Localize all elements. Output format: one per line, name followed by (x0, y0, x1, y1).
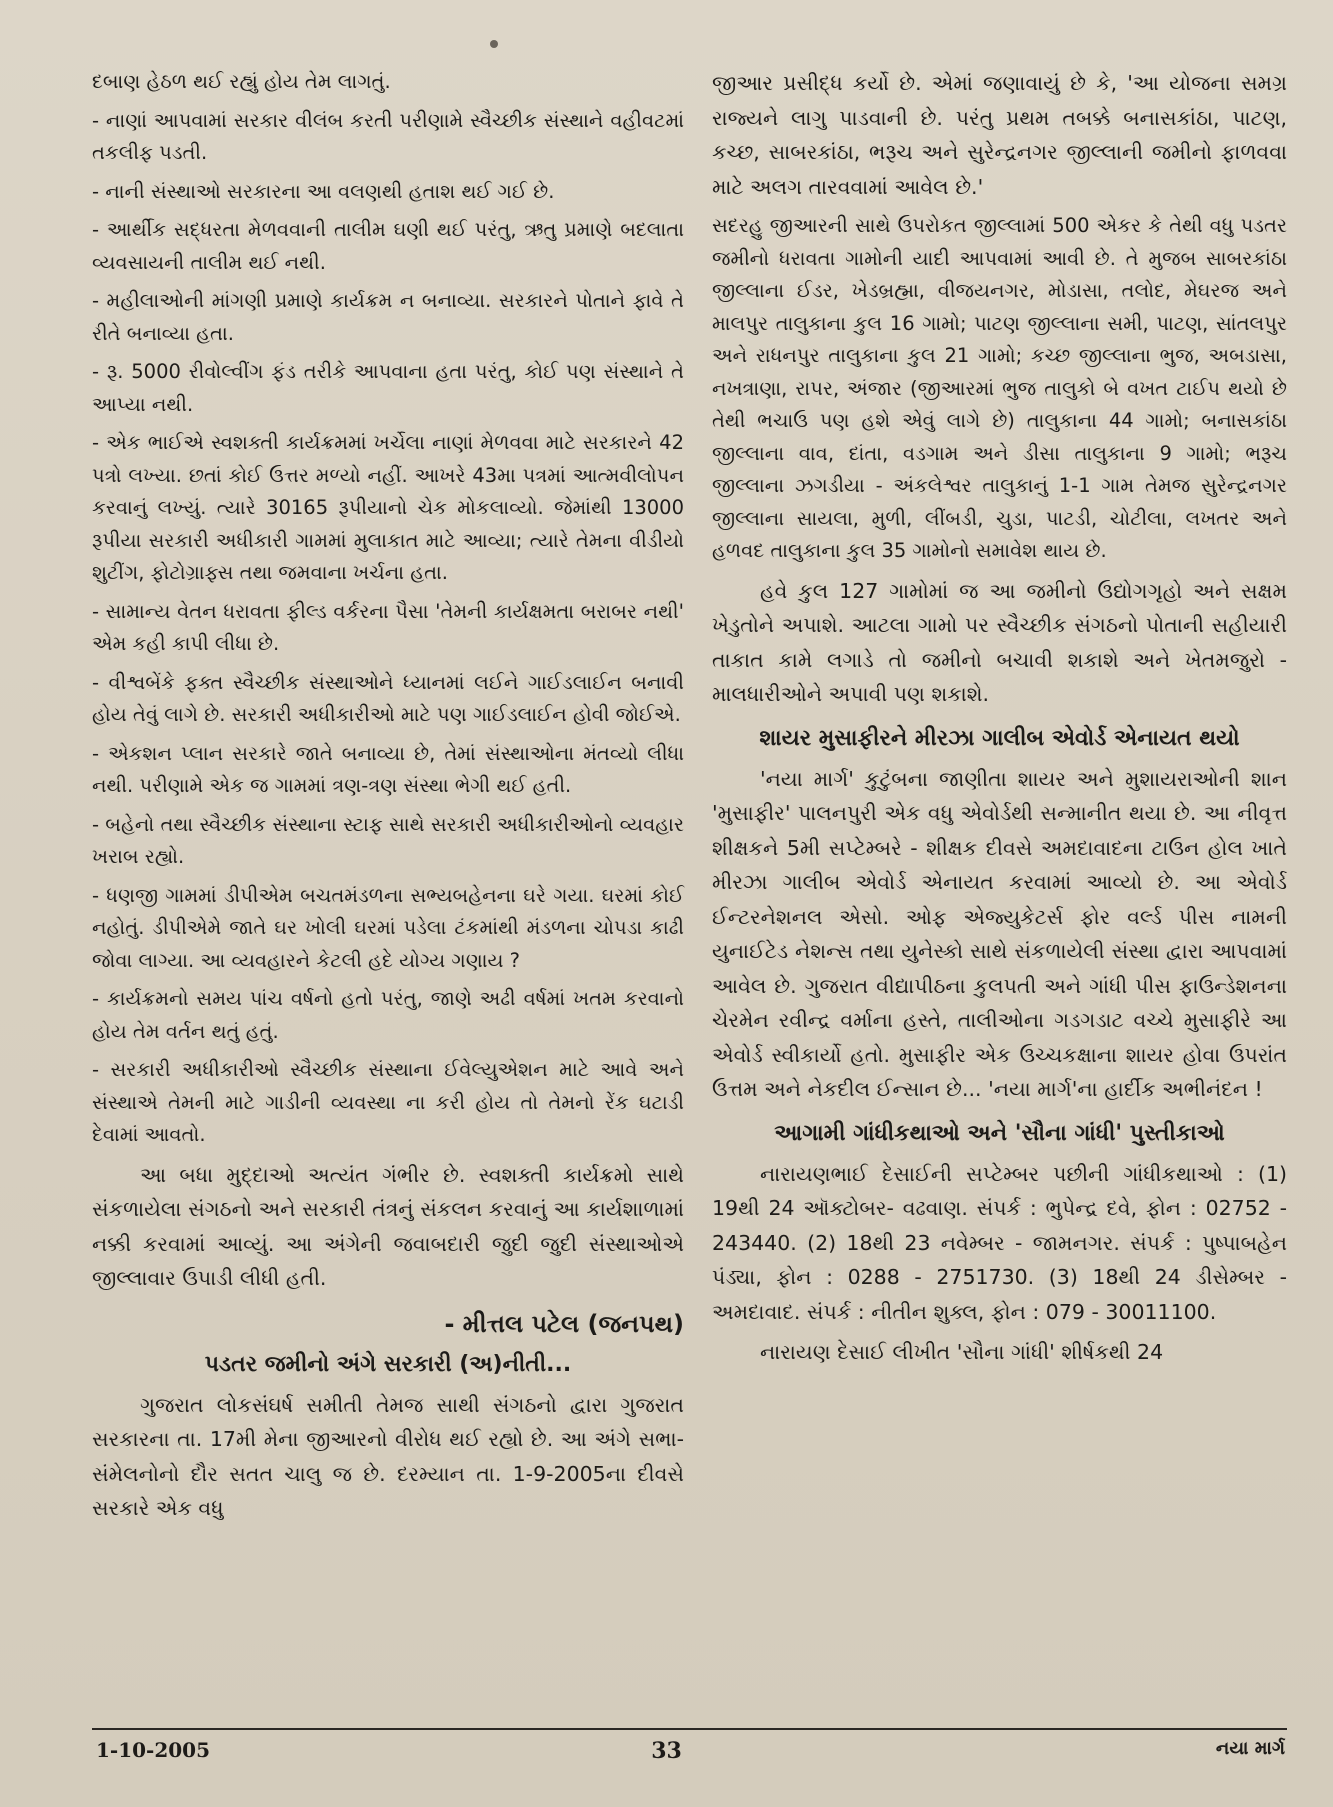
list-item: - વીશ્વબેંકે ફક્ત સ્વૈચ્છીક સંસ્થાઓને ધ્યાનમાં લઈને ગાઈડલાઈન બનાવી હોય તેવું લાગે છે. સરકારી અધીકારીઓ માટે પણ ગાઈડલાઈન હોવી જોઈએ. (92, 670, 684, 726)
list-item: - બહેનો તથા સ્વૈચ્છીક સંસ્થાના સ્ટાફ સાથે સરકારી અધીકારીઓનો વ્યવહાર ખરાબ રહ્યો. (92, 812, 684, 868)
page-number: 33 (651, 1738, 682, 1764)
right-column (712, 66, 1287, 1376)
print-dot (490, 40, 498, 48)
publication-name: નયા માર્ગ (1215, 1738, 1285, 1759)
section-heading-gandhi: આગામી ગાંધીકથાઓ અને 'સૌના ગાંધી' પુસ્તીકાઓ (774, 1120, 1225, 1146)
conclusion-paragraph: આ બધા મુદ્દાઓ અત્યંત ગંભીર છે. સ્વશક્તી કાર્યક્રમો સાથે સંકળાયેલા સંગઠનો અને સરકારી તંત્રનું સંકલન કરવાનું આ કાર્યશાળામાં નક્કી કરવામાં આવ્યું. આ અંગેની જવાબદારી જુદી જુદી સંસ્થાઓએ જીલ્લાવાર ઉપાડી લીધી હતી. (92, 1162, 684, 1290)
list-item: - કાર્યક્રમનો સમય પાંચ વર્ષનો હતો પરંતુ, જાણે અઢી વર્ષમાં ખતમ કરવાનો હોય તેમ વર્તન થતું હતું. (92, 987, 684, 1043)
footer-divider (92, 1728, 1287, 1730)
land-paragraph: ગુજરાત લોકસંઘર્ષ સમીતી તેમજ સાથી સંગઠનો દ્વારા ગુજરાત સરકારના તા. 17મી મેના જીઆરનો વીરોધ થઈ રહ્યો છે. આ અંગે સભા-સંમેલનોનો દૌર સતત ચાલુ જ છે. દરમ્યાન તા. 1-9-2005ના દીવસે સરકારે એક વધુ (92, 1392, 684, 1520)
list-item: - સામાન્ય વેતન ધરાવતા ફીલ્ડ વર્કરના પૈસા 'તેમની કાર્યક્ષમતા બરાબર નથી' એમ કહી કાપી લીધા છે. (92, 599, 684, 655)
list-item: - સરકારી અધીકારીઓ સ્વૈચ્છીક સંસ્થાના ઈવેલ્યુએશન માટે આવે અને સંસ્થાએ તેમની માટે ગાડીની વ્યવસ્થા ના કરી હોય તો તેમનો રેંક ઘટાડી દેવામાં આવતો. (92, 1058, 684, 1146)
list-item: - એક ભાઈએ સ્વશક્તી કાર્યક્રમમાં ખર્ચેલા નાણાં મેળવવા માટે સરકારને 42 પત્રો લખ્યા. છતાં કોઈ ઉત્તર મળ્યો નહીં. આખરે 43મા પત્રમાં આત્મવીલોપન કરવાનું લખ્યું. ત્યારે 30165 રૂપીયાનો ચેક મોકલાવ્યો. જેમાંથી 13000 રૂપીયા સરકારી અધીકારી ગામમાં મુલાકાત માટે આવ્યા; ત્યારે તેમના વીડીયો શુટીંગ, ફોટોગ્રાફ્સ તથા જમવાના ખર્ચના હતા. (92, 431, 684, 584)
list-item: - નાની સંસ્થાઓ સરકારના આ વલણથી હતાશ થઈ ગઈ છે. (92, 179, 555, 203)
list-item: - મહીલાઓની માંગણી પ્રમાણે કાર્યક્રમ ન બનાવ્યા. સરકારને પોતાને ફાવે તે રીતે બનાવ્યા હતા. (92, 289, 684, 345)
footer-date: 1-10-2005 (96, 1738, 211, 1762)
list-item: દબાણ હેઠળ થઈ રહ્યું હોય તેમ લાગતું. (92, 70, 391, 93)
list-item: - આર્થીક સદ્ધરતા મેળવવાની તાલીમ ઘણી થઈ પરંતુ, ઋતુ પ્રમાણે બદલાતા વ્યવસાયની તાલીમ થઈ નથી. (92, 218, 684, 274)
left-column (92, 66, 684, 1532)
section-heading-land: પડતર જમીનો અંગે સરકારી (અ)નીતી... (204, 1351, 572, 1377)
list-item: - ધણજી ગામમાં ડીપીએમ બચતમંડળના સભ્યબહેનના ઘરે ગયા. ઘરમાં કોઈ નહોતું. ડીપીએમે જાતે ઘર ખોલી ઘરમાં પડેલા ટંકમાંથી મંડળના ચોપડા કાઢી જોવા લાગ્યા. આ વ્યવહારને કેટલી હદે યોગ્ય ગણાય ? (92, 883, 684, 972)
list-item: - રૂ. 5000 રીવોલ્વીંગ ફંડ તરીકે આપવાના હતા પરંતુ, કોઈ પણ સંસ્થાને તે આપ્યા નથી. (92, 360, 684, 416)
last-line: નારાયણ દેસાઈ લીખીત 'સૌના ગાંધી' શીર્ષકથી 24 (760, 1340, 1164, 1364)
closing-paragraph: હવે કુલ 127 ગામોમાં જ આ જમીનો ઉદ્યોગગૃહો અને સક્ષમ ખેડુતોને અપાશે. આટલા ગામો પર સ્વૈચ્છીક સંગઠનો પોતાની સહીયારી તાકાત કામે લગાડે તો જમીનો બચાવી શકાશે અને ખેતમજુરો - માલધારીઓને અપાવી પણ શકાશે. (712, 578, 1287, 706)
gandhi-paragraph: નારાયણભાઈ દેસાઈની સપ્ટેમ્બર પછીની ગાંધીકથાઓ : (1) 19થી 24 ઑક્ટોબર- વઢવાણ. સંપર્ક : ભુપેન્દ્ર દવે, ફોન : 02752 - 243440. (2) 18થી 23 નવેમ્બર - જામનગર. સંપર્ક : પુષ્પાબહેન પંડ્યા, ફોન : 0288 - 2751730. (3) 18થી 24 ડીસેમ્બર - અમદાવાદ. સંપર્ક : નીતીન શુક્લ, ફોન : 079 - 30011100. (712, 1161, 1287, 1324)
list-item: - નાણાં આપવામાં સરકાર વીલંબ કરતી પરીણામે સ્વૈચ્છીક સંસ્થાને વહીવટમાં તકલીફ પડતી. (92, 108, 684, 164)
villages-paragraph: સદરહુ જીઆરની સાથે ઉપરોકત જીલ્લામાં 500 એકર કે તેથી વધુ પડતર જમીનો ધરાવતા ગામોની યાદી આપવામાં આવી છે. તે મુજબ સાબરકાંઠા જીલ્લાના ઈડર, ખેડબ્રહ્મા, વીજયનગર, મોડાસા, તલોદ, મેઘરજ અને માલપુર તાલુકાના કુલ 16 ગામો; પાટણ જીલ્લાના સમી, પાટણ, સાંતલપુર અને રાધનપુર તાલુકાના કુલ 21 ગામો; કચ્છ જીલ્લાના ભુજ, અબડાસા, નખત્રાણા, રાપર, અંજાર (જીઆરમાં ભુજ તાલુકો બે વખત ટાઈપ થયો છે તેથી ભચાઉ પણ હશે એવું લાગે છે) તાલુકાના 44 ગામો; બનાસકાંઠા જીલ્લાના વાવ, દાંતા, વડગામ અને ડીસા તાલુકાના 9 ગામો; ભરૂચ જીલ્લાના ઝગડીયા - અંકલેશ્વર તાલુકાનું 1-1 ગામ તેમજ સુરેન્દ્રનગર જીલ્લાના સાયલા, મુળી, લીંબડી, ચુડા, પાટડી, ચોટીલા, લખતર અને હળવદ તાલુકાના કુલ 35 ગામોનો સમાવેશ થાય છે. (712, 214, 1287, 562)
award-paragraph: 'નયા માર્ગ' કુટુંબના જાણીતા શાયર અને મુશાયરાઓની શાન 'મુસાફીર' પાલનપુરી એક વધુ એવોર્ડથી સન્માનીત થયા છે. આ નીવૃત્ત શીક્ષકને 5મી સપ્ટેમ્બરે - શીક્ષક દીવસે અમદાવાદના ટાઉન હોલ ખાતે મીરઝા ગાલીબ એવોર્ડ એનાયત કરવામાં આવ્યો છે. આ એવોર્ડ ઈન્ટરનેશનલ એસો. ઓફ એજ્યુકેટર્સ ફોર વર્લ્ડ પીસ નામની યુનાઈટેડ નેશન્સ તથા યુનેસ્કો સાથે સંકળાયેલી સંસ્થા દ્વારા આપવામાં આવેલ છે. ગુજરાત વીદ્યાપીઠના કુલપતી અને ગાંધી પીસ ફાઉન્ડેશનના ચેરમેન રવીન્દ્ર વર્માના હસ્તે, તાલીઓના ગડગડાટ વચ્ચે મુસાફીરે આ એવોર્ડ સ્વીકાર્યો હતો. મુસાફીર એક ઉચ્ચકક્ષાના શાયર હોવા ઉપરાંત ઉત્તમ અને નેકદીલ ઈન્સાન છે... 'નયા માર્ગ'ના હાર્દીક અભીનંદન ! (712, 766, 1287, 1101)
gr-paragraph: જીઆર પ્રસીદ્ધ કર્યો છે. એમાં જણાવાયું છે કે, 'આ યોજના સમગ્ર રાજ્યને લાગુ પાડવાની છે. પરંતુ પ્રથમ તબક્કે બનાસકાંઠા, પાટણ, કચ્છ, સાબરકાંઠા, ભરૂચ અને સુરેન્દ્રનગર જીલ્લાની જમીનો ફાળવવા માટે અલગ તારવવામાં આવેલ છે.' (712, 71, 1287, 199)
list-item: - એકશન પ્લાન સરકારે જાતે બનાવ્યા છે, તેમાં સંસ્થાઓના મંતવ્યો લીધા નથી. પરીણામે એક જ ગામમાં ત્રણ-ત્રણ સંસ્થા ભેગી થઈ હતી. (92, 741, 684, 797)
author-signature: - મીત્તલ પટેલ (જનપથ) (444, 1309, 684, 1338)
section-heading-award: શાયર મુસાફીરને મીરઝા ગાલીબ એવોર્ડ એનાયત થયો (759, 725, 1240, 751)
